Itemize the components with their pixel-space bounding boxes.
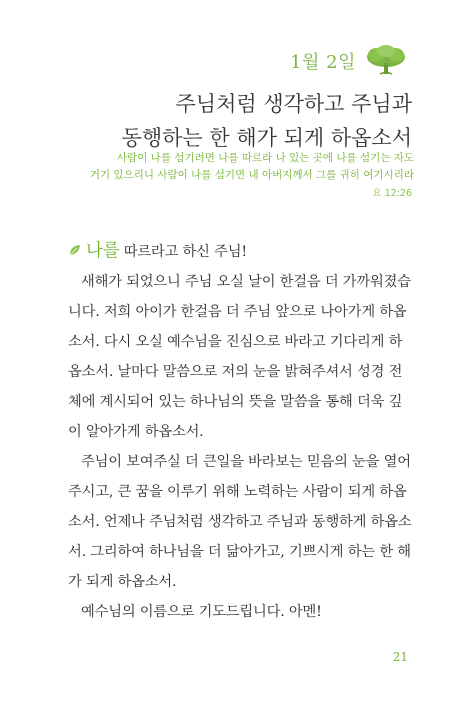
date-label: 1월 2일: [290, 52, 356, 73]
prayer-opening-text: 따르라고 하신 주님!: [119, 244, 247, 260]
tree-icon: [364, 44, 408, 78]
prayer-opening: [68, 236, 415, 267]
page-title: [40, 87, 412, 155]
prayer-paragraph: [68, 267, 415, 447]
prayer-line: 소서. 언제나 주님처럼 생각하고 주님과 동행하게 하옵소: [68, 514, 412, 530]
date-header: [290, 44, 408, 78]
prayer-line: 새해가 되었으니 주님 오실 날이 한걸음 더 가까워졌습: [81, 274, 411, 290]
prayer-body: [68, 236, 415, 627]
prayer-line: 이 알아가게 하옵소서.: [68, 424, 204, 440]
prayer-line: 서. 그리하여 하나님을 더 닮아가고, 기쁘시게 하는 한 해: [68, 544, 411, 560]
prayer-paragraph: [68, 447, 415, 597]
title-line: 주님처럼 생각하고 주님과: [175, 92, 412, 116]
prayer-paragraph: [68, 597, 415, 627]
prayer-closing: 예수님의 이름으로 기도드립니다. 아멘!: [81, 604, 322, 620]
page-number: 21: [392, 650, 408, 664]
prayer-lead-word: 나를: [86, 241, 120, 261]
prayer-line: 체에 계시되어 있는 하나님의 뜻을 말씀을 통해 더욱 깊: [68, 394, 403, 410]
prayer-line: 주시고, 큰 꿈을 이루기 위해 노력하는 사람이 되게 하옵: [68, 484, 407, 500]
prayer-line: 옵소서. 날마다 말씀으로 저의 눈을 밝혀주셔서 성경 전: [68, 364, 403, 380]
prayer-line: 가 되게 하옵소서.: [68, 574, 177, 590]
leaf-icon: [68, 243, 82, 257]
prayer-line: 니다. 저희 아이가 한걸음 더 주님 앞으로 나아가게 하옵: [68, 304, 407, 320]
title-line: 동행하는 한 해가 되게 하옵소서: [121, 126, 412, 150]
prayer-line: 소서. 다시 오실 예수님을 진심으로 바라고 기다리게 하: [68, 334, 403, 350]
prayer-line: 주님이 보여주실 더 큰일을 바라보는 믿음의 눈을 열어: [81, 454, 411, 470]
verse-line: 사람이 나를 섬기려면 나를 따르라 나 있는 곳에 나를 섬기는 자도: [116, 152, 414, 164]
scripture-verse: [40, 150, 414, 184]
verse-reference: 요 12:26: [372, 188, 412, 199]
verse-line: 거기 있으리니 사람이 나를 섬기면 내 아버지께서 그를 귀히 여기시리라: [89, 169, 414, 181]
